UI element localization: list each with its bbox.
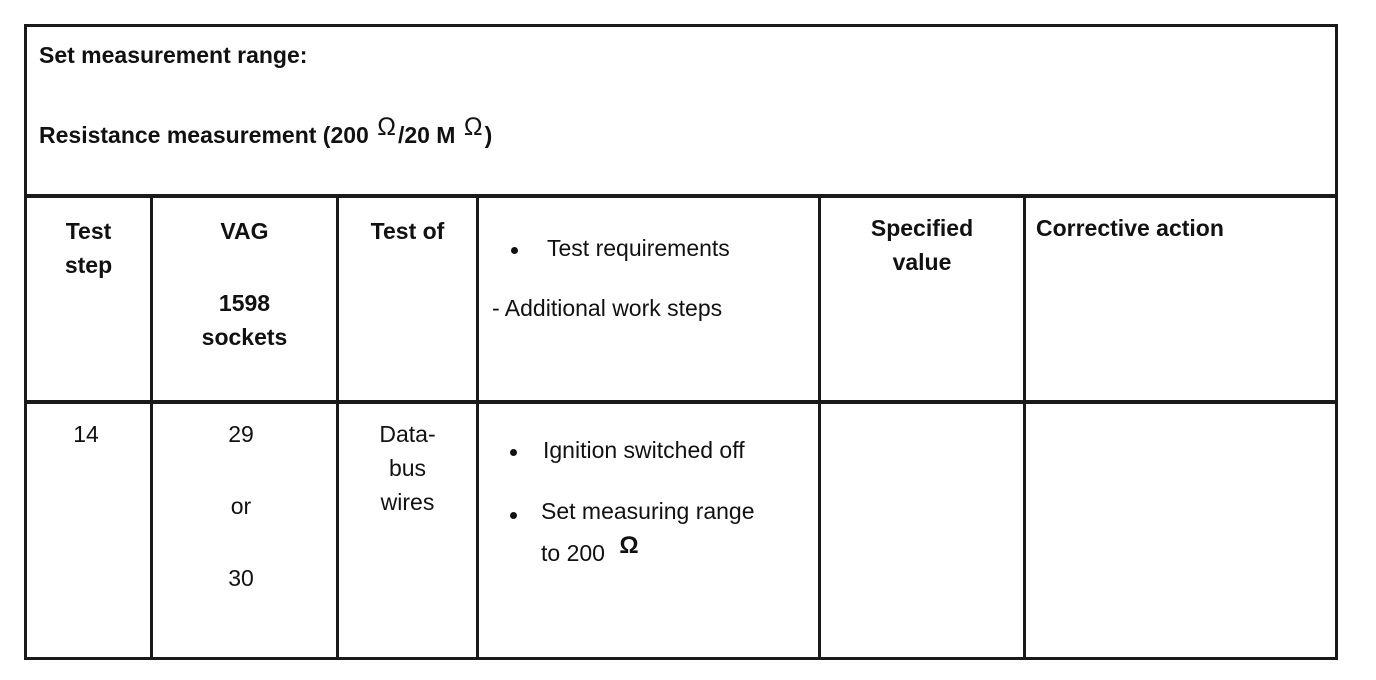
socket-value: 30 bbox=[228, 565, 254, 591]
bullet-icon bbox=[511, 247, 518, 254]
header-additional-steps: - Additional work steps bbox=[492, 295, 723, 321]
requirement-ignition: Ignition switched off bbox=[543, 437, 745, 463]
resistance-measurement-label bbox=[39, 113, 493, 150]
socket-value: or bbox=[230, 493, 252, 519]
table-header-section bbox=[27, 27, 1335, 198]
resistance-text-suffix: ) bbox=[484, 122, 493, 148]
header-test-of: Test of bbox=[370, 218, 445, 244]
socket-value: 29 bbox=[228, 421, 254, 447]
test-of-text: wires bbox=[380, 489, 435, 515]
range-text: to 200 bbox=[541, 540, 605, 566]
header-text: 1598 bbox=[218, 290, 271, 316]
bullet-icon bbox=[510, 449, 517, 456]
header-text: Test bbox=[65, 218, 112, 244]
measurement-range-title: Set measurement range: bbox=[39, 42, 308, 68]
column-divider bbox=[1023, 198, 1026, 657]
header-text: step bbox=[64, 252, 113, 278]
bullet-icon bbox=[510, 512, 517, 519]
test-of-text: bus bbox=[388, 455, 427, 481]
row-divider bbox=[27, 400, 1335, 404]
resistance-text-mid: /20 M bbox=[397, 122, 456, 148]
header-text: value bbox=[892, 249, 952, 275]
test-of-text: Data- bbox=[379, 421, 436, 447]
row-test-step: 14 bbox=[73, 421, 99, 447]
header-text: Specified bbox=[870, 215, 974, 241]
requirement-measuring-range: Set measuring range bbox=[541, 498, 755, 524]
ohm-symbol: Ω bbox=[619, 532, 639, 559]
column-divider bbox=[476, 198, 479, 657]
header-vag-sockets bbox=[153, 214, 336, 354]
ohm-symbol: Ω bbox=[463, 113, 483, 141]
header-corrective-action: Corrective action bbox=[1036, 215, 1224, 241]
header-text: VAG bbox=[220, 218, 269, 244]
requirement-measuring-range-cont bbox=[541, 532, 641, 568]
row-sockets bbox=[153, 417, 329, 595]
measurement-table bbox=[24, 24, 1338, 660]
row-test-of bbox=[339, 417, 476, 519]
header-specified-value bbox=[821, 211, 1023, 279]
header-text: sockets bbox=[201, 324, 288, 350]
header-test-step bbox=[27, 214, 150, 282]
resistance-text-prefix: Resistance measurement (200 bbox=[39, 122, 369, 148]
header-test-requirements: Test requirements bbox=[547, 235, 730, 261]
ohm-symbol: Ω bbox=[377, 113, 396, 141]
